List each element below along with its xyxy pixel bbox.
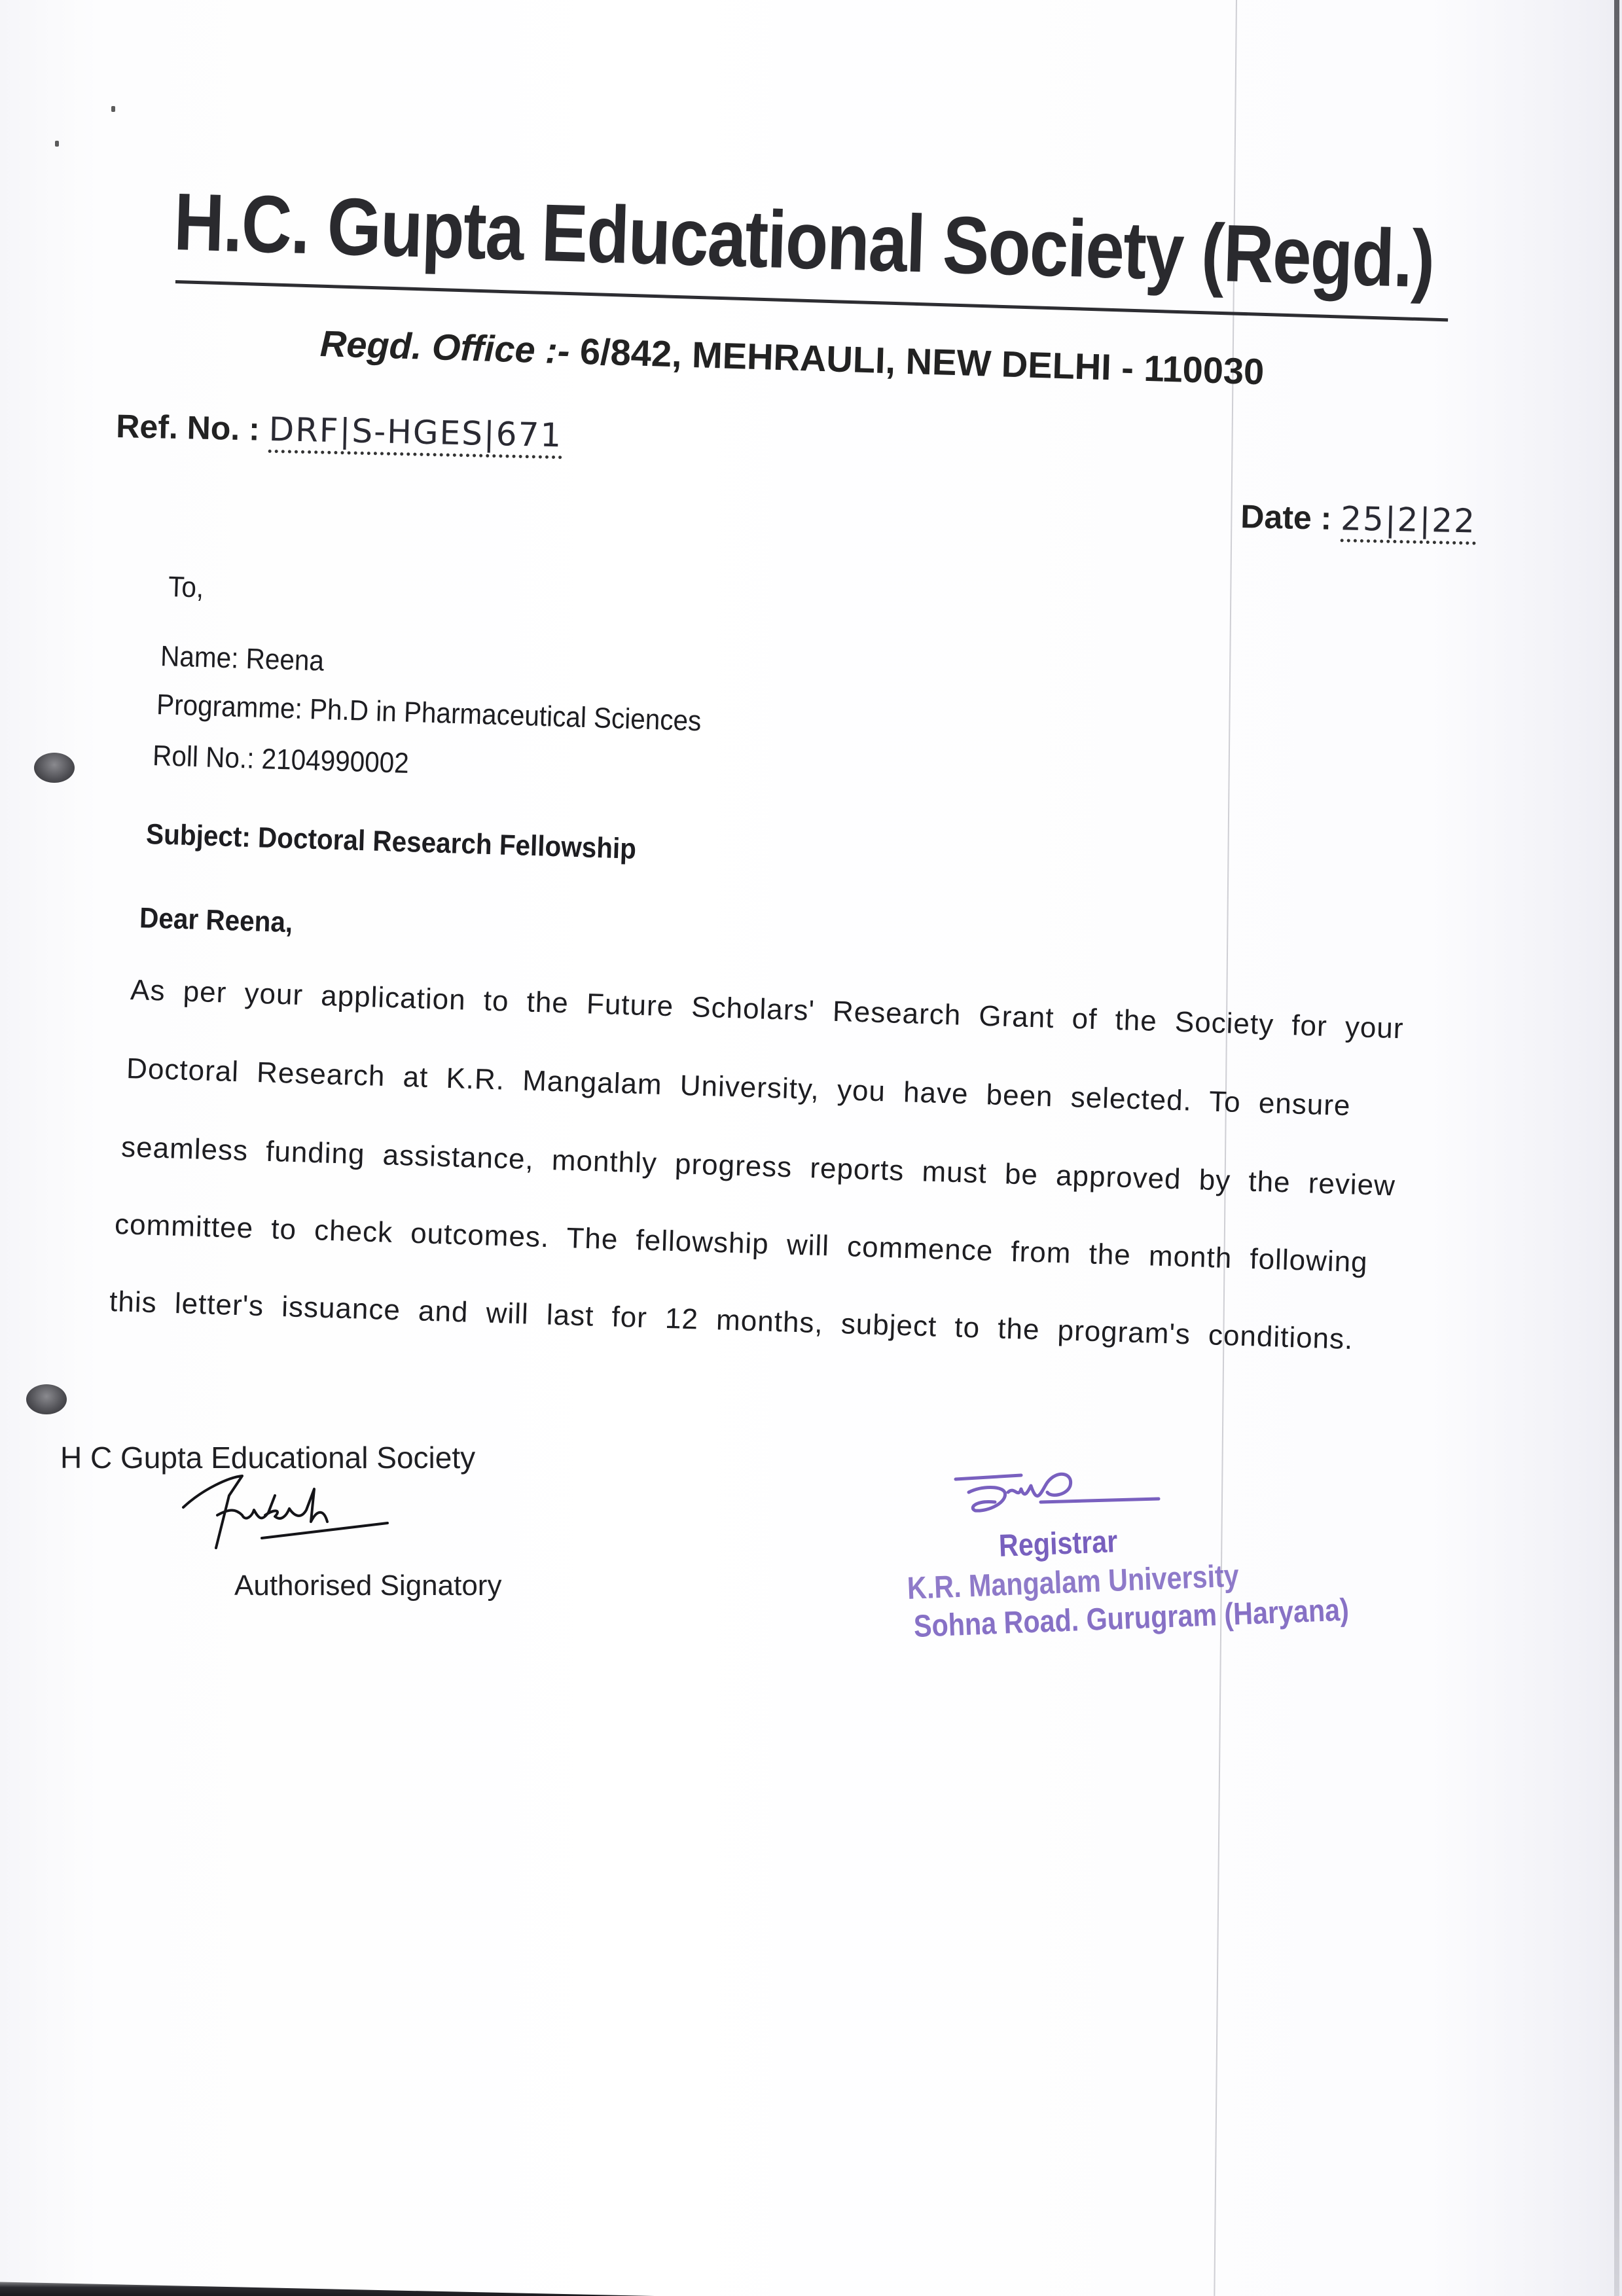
punch-hole [26, 1384, 67, 1414]
date-label: Date : [1240, 497, 1332, 537]
scan-speck [111, 106, 115, 112]
recipient-to: To, [168, 571, 204, 604]
reference-value: DRF|S-HGES|671 [268, 410, 563, 459]
letter-subject: Subject: Doctoral Research Fellowship [145, 818, 637, 865]
signatory-organization: H C Gupta Educational Society [60, 1441, 476, 1475]
reference-label: Ref. No. : [115, 407, 261, 448]
office-address: 6/842, MEHRAULI, NEW DELHI - 110030 [579, 330, 1265, 393]
scanner-shadow [0, 2274, 655, 2296]
letter-date [1240, 497, 1477, 541]
paper-crease [1214, 0, 1237, 2296]
letterhead-title: H.C. Gupta Educational Society (Regd.) [172, 176, 1435, 305]
scan-speck [55, 141, 59, 147]
body-line: Doctoral Research at K.R. Mangalam University, you have been selected. To ensure [126, 1052, 1352, 1122]
body-line: As per your application to the Future Scholars' Research Grant of the Society for your [130, 974, 1405, 1045]
punch-hole [34, 753, 75, 783]
recipient-programme: Programme: Ph.D in Pharmaceutical Sciences [156, 689, 702, 738]
stamp-university: K.R. Mangalam University [907, 1558, 1240, 1606]
stamp-address: Sohna Road. Gurugram (Haryana) [913, 1592, 1350, 1644]
recipient-roll-number: Roll No.: 2104990002 [152, 740, 410, 780]
body-line: committee to check outcomes. The fellowship will commence from the month following [114, 1208, 1369, 1279]
letter-greeting: Dear Reena, [139, 902, 293, 939]
letterhead-address [319, 322, 1265, 393]
signatory-role: Authorised Signatory [234, 1570, 502, 1602]
registrar-signature [943, 1466, 1165, 1528]
date-value: 25|2|22 [1340, 499, 1476, 545]
recipient-name: Name: Reena [160, 640, 325, 677]
stamp-registrar: Registrar [998, 1524, 1119, 1564]
body-line: this letter's issuance and will last for 12 months, subject to the program's conditions. [109, 1285, 1354, 1356]
reference-number [116, 407, 563, 454]
paper-edge-shadow [1614, 0, 1619, 2296]
body-line: seamless funding assistance, monthly progress reports must be approved by the review [120, 1131, 1396, 1202]
signature-rakesh [177, 1469, 393, 1554]
office-label: Regd. Office :- [319, 322, 571, 372]
